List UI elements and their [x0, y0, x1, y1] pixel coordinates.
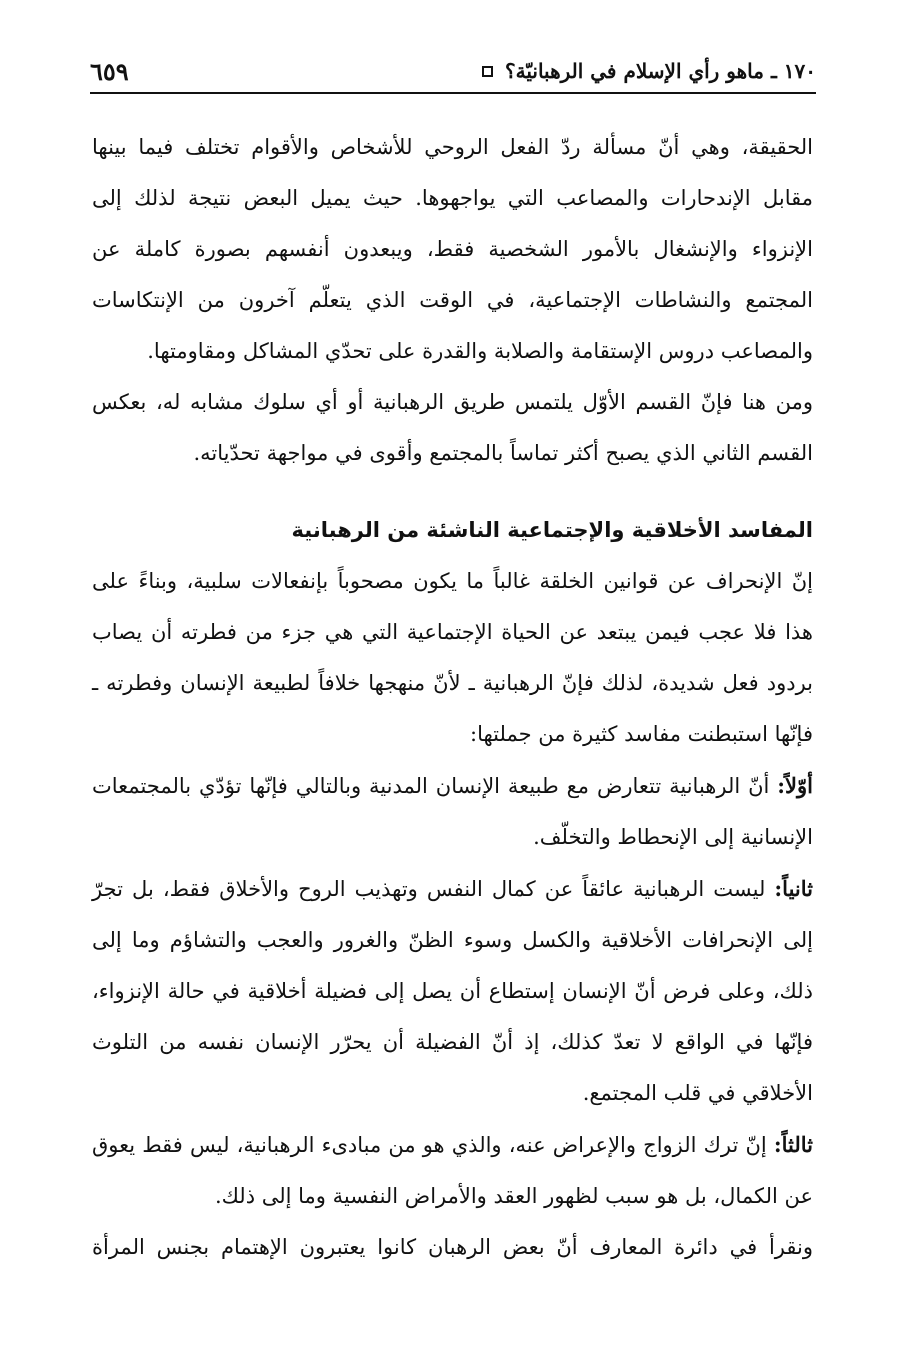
point-3-text: إنّ ترك الزواج والإعراض عنه، والذي هو من مبادىء الرهبانية، ليس فقط يعوق عن الكمال، بل هو سبب لظهور العقد والأمراض النفسية وما إلى ذلك. — [92, 1133, 813, 1208]
square-ornament-icon — [482, 66, 493, 77]
paragraph-5 — [92, 863, 813, 1119]
section-heading: المفاسد الأخلاقية والإجتماعية الناشئة من الرهبانية — [291, 518, 813, 542]
point-1-label: أوّلاً: — [777, 773, 813, 798]
running-header — [90, 50, 816, 94]
point-3-label: ثالثاً: — [773, 1132, 813, 1157]
paragraph-3: إنّ الإنحراف عن قوانين الخلقة غالباً ما يكون مصحوباً بإنفعالات سلبية، وبناءً على هذا فلا عجب فيمن يبتعد عن الحياة الإجتماعية التي هي جزء من فطرته أن يصاب بردود فعل شديدة، لذلك فإنّ الرهبانية ـ لأنّ منهجها خلافاً لطبيعة الإنسان وفطرته ـ فإنّها استبطنت مفاسد كثيرة من جملتها: — [92, 569, 813, 746]
header-title-group — [482, 59, 816, 83]
point-2-text: ليست الرهبانية عائقاً عن كمال النفس وتهذيب الروح والأخلاق فقط، بل تجرّ إلى الإنحرافات الأخلاقية والكسل وسوء الظنّ والغرور والعجب والتشاؤم وما إلى ذلك، وعلى فرض أنّ الإنسان إستطاع أن يصل إلى فضيلة أخلاقية في حالة الإنزواء، فإنّها في الواقع لا تعدّ كذلك، إذ أنّ الفضيلة أن يحرّر الإنسان نفسه من التلوث الأخلاقي في قلب المجتمع. — [92, 877, 813, 1105]
page-body — [92, 122, 813, 1273]
point-1-text: أنّ الرهبانية تتعارض مع طبيعة الإنسان المدنية وبالتالي فإنّها تؤدّي بالمجتمعات الإنسانية إلى الإنحطاط والتخلّف. — [92, 774, 813, 849]
paragraph-1: الحقيقة، وهي أنّ مسألة ردّ الفعل الروحي للأشخاص والأقوام تختلف فيما بينها مقابل الإندحارات والمصاعب التي يواجهوها. حيث يميل البعض نتيجة لذلك إلى الإنزواء والإنشغال بالأمور الشخصية فقط، ويبعدون أنفسهم بصورة كاملة عن المجتمع والنشاطات الإجتماعية، في الوقت الذي يتعلّم آخرون من الإنتكاسات والمصاعب دروس الإستقامة والصلابة والقدرة على تحدّي المشاكل ومقاومتها. — [92, 135, 813, 363]
page-number: ٦٥٩ — [90, 56, 129, 86]
chapter-title: ١٧٠ ـ ماهو رأي الإسلام في الرهبانيّة؟ — [505, 59, 816, 83]
paragraph-4 — [92, 760, 813, 863]
point-2-label: ثانياً: — [774, 876, 813, 901]
paragraph-2: ومن هنا فإنّ القسم الأوّل يلتمس طريق الرهبانية أو أي سلوك مشابه له، بعكس القسم الثاني الذي يصبح أكثر تماساً بالمجتمع وأقوى في مواجهة تحدّياته. — [92, 390, 813, 465]
paragraph-7: ونقرأ في دائرة المعارف أنّ بعض الرهبان كانوا يعتبرون الإهتمام بجنس المرأة — [92, 1235, 813, 1259]
paragraph-6 — [92, 1119, 813, 1222]
